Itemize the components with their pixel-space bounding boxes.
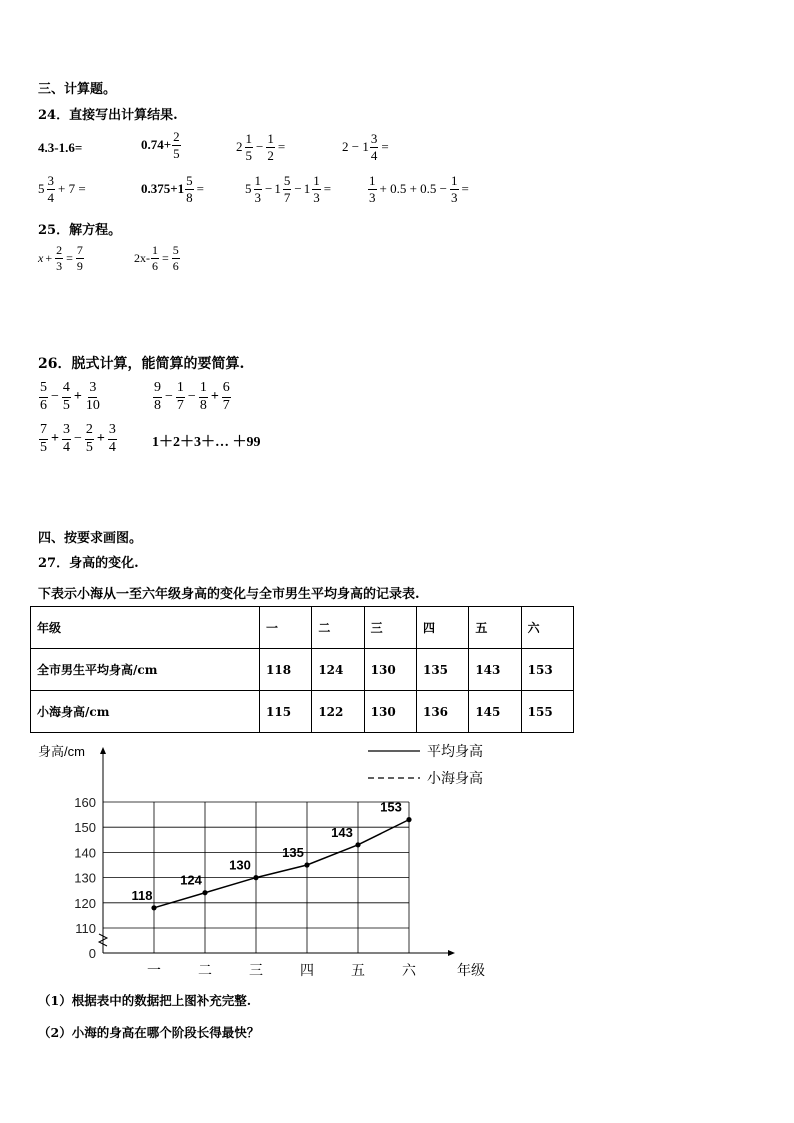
table-cell: 143 <box>469 649 521 691</box>
q26-expr-4: 1＋2＋3＋… ＋99 <box>152 435 261 450</box>
q24-expr-3: 2 $\frac{1}{5}$ − $\frac{1}{2}$ = <box>236 131 286 163</box>
table-cell: 155 <box>521 691 573 733</box>
question-27-label: 27．身高的变化. <box>38 556 139 571</box>
table-row <box>31 691 574 733</box>
x-tick-label: 四 <box>300 962 314 978</box>
table-cell: 六 <box>521 607 573 649</box>
legend-label: 平均身高 <box>427 743 483 759</box>
question-27-sub-1: （1）根据表中的数据把上图补充完整. <box>38 993 252 1008</box>
question-27-intro: 下表示小海从一至六年级身高的变化与全市男生平均身高的记录表. <box>38 587 420 602</box>
section-4-title: 四、按要求画图。 <box>38 531 143 546</box>
table-cell: 115 <box>260 691 312 733</box>
q25-equation-1: x + $\frac{2}{3}$ = $\frac{7}{9}$ <box>38 243 83 273</box>
table-cell: 五 <box>469 607 521 649</box>
table-cell: 122 <box>312 691 364 733</box>
section-3-title: 三、计算题。 <box>38 82 117 97</box>
data-label: 118 <box>131 887 153 903</box>
data-label: 135 <box>282 845 304 860</box>
q24-expr-4: 2 − 1 $\frac{3}{4}$ = <box>342 131 389 163</box>
height-line-chart <box>0 735 520 985</box>
y-tick-label: 130 <box>74 870 96 886</box>
table-cell: 118 <box>260 649 312 691</box>
table-cell: 124 <box>312 649 364 691</box>
axis-break-mark <box>99 934 107 946</box>
q24-expr-2: 0.74+ $\frac{2}{5}$ <box>141 129 180 161</box>
table-cell: 145 <box>469 691 521 733</box>
x-axis-label: 年级 <box>457 962 485 978</box>
q26-expr-2: $\frac{9}{8}$ − $\frac{1}{7}$ − $\frac{1}{8}$ + $\frac{6}{7}$ <box>154 380 230 413</box>
table-cell: 二 <box>312 607 364 649</box>
q25-equation-2: 2x- $\frac{1}{6}$ = $\frac{5}{6}$ <box>134 243 179 273</box>
q26-expr-3: $\frac{7}{5}$ + $\frac{3}{4}$ − $\frac{2}{5}$ + $\frac{3}{4}$ <box>40 422 116 455</box>
q24-expr-7: 5 $\frac{1}{3}$ − 1 $\frac{5}{7}$ − 1 $\frac{1}{3}$ = <box>245 173 332 205</box>
table-cell: 一 <box>260 607 312 649</box>
table-cell: 130 <box>364 691 416 733</box>
data-label: 143 <box>331 824 353 840</box>
data-point <box>151 905 156 910</box>
y-tick-label: 120 <box>74 895 96 911</box>
y-tick-label: 0 <box>88 946 96 961</box>
question-25-label: 25．解方程。 <box>38 223 122 238</box>
y-tick-label: 160 <box>74 795 96 810</box>
x-tick-label: 五 <box>351 962 365 978</box>
q24-expr-1: 4.3-1.6= <box>38 140 83 155</box>
y-tick-label: 110 <box>75 921 96 936</box>
question-27-sub-2: （2）小海的身高在哪个阶段长得最快？ <box>38 1025 260 1040</box>
data-point <box>202 890 207 895</box>
q26-expr-1: $\frac{5}{6}$ − $\frac{4}{5}$ + $\frac{3}{10}$ <box>40 380 100 413</box>
table-cell: 153 <box>521 649 573 691</box>
table-cell: 136 <box>416 691 468 733</box>
table-row <box>31 649 574 691</box>
table-cell: 130 <box>364 649 416 691</box>
question-26-label: 26．脱式计算，能简算的要简算. <box>38 356 245 372</box>
data-point <box>253 875 258 880</box>
q24-expr-8: $\frac{1}{3}$ + 0.5 + 0.5 − $\frac{1}{3}$ = <box>369 173 469 205</box>
question-24-label: 24．直接写出计算结果. <box>38 108 178 123</box>
legend-label: 小海身高 <box>427 770 483 786</box>
table-cell: 年级 <box>31 607 260 649</box>
table-cell: 135 <box>416 649 468 691</box>
y-axis-label: 身高/cm <box>38 744 85 759</box>
x-axis-arrow <box>448 950 455 956</box>
y-axis-arrow <box>100 747 106 754</box>
data-point <box>355 842 360 847</box>
y-tick-label: 150 <box>74 820 96 836</box>
y-tick-label: 140 <box>74 845 96 861</box>
data-label: 130 <box>229 857 251 873</box>
height-record-table <box>30 606 574 733</box>
data-point <box>304 862 309 867</box>
series-line-average <box>154 820 409 908</box>
table-cell: 小海身高/cm <box>31 691 260 733</box>
data-point <box>406 817 411 822</box>
x-tick-label: 六 <box>402 962 416 978</box>
q24-expr-6: 0.375+1 $\frac{5}{8}$ = <box>141 173 205 205</box>
table-header-row <box>31 607 574 649</box>
table-cell: 全市男生平均身高/cm <box>31 649 260 691</box>
table-cell: 四 <box>416 607 468 649</box>
table-cell: 三 <box>364 607 416 649</box>
x-tick-label: 二 <box>198 962 212 978</box>
x-tick-label: 一 <box>147 962 161 978</box>
data-label: 124 <box>180 872 202 888</box>
x-tick-label: 三 <box>249 962 263 978</box>
q24-expr-5: 5 $\frac{3}{4}$ + 7 = <box>38 173 86 205</box>
data-label: 153 <box>380 799 402 815</box>
